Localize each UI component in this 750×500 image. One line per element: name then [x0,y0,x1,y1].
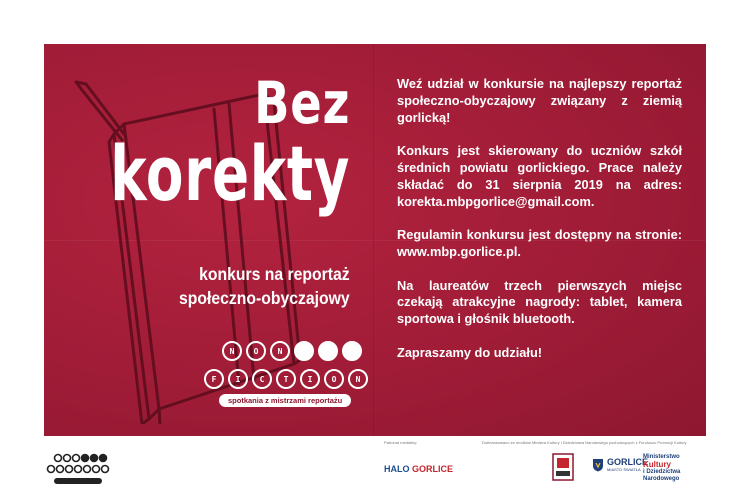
non-fiction-small-logo [44,452,112,486]
logo-key: O [324,369,344,389]
halo-logo-part1: HALO [384,464,410,474]
gorlice-city-logo [592,458,648,472]
paragraph-invitation: Zapraszamy do udziału! [397,344,543,360]
subtitle-line-1: konkurs na reportaż [199,264,350,284]
logo-caption: spotkania z mistrzami reportażu [219,394,351,407]
ministry-line-2: Kultury [643,460,671,469]
logo-key: N [222,341,242,361]
paragraph-intro: Weź udział w konkursie na najlepszy reportaż społeczno-obyczajowy związany z ziemią gorlicką! [397,76,682,125]
logo-key: O [246,341,266,361]
ministry-logo [643,454,680,483]
paragraph-eligibility: Konkurs jest skierowany do uczniów szkół średnich powiatu gorlickiego. Prace należy składać do 31 sierpnia 2019 na adres: korekta.mbpgorlice@gmail.com. [397,143,682,209]
contest-description [397,76,682,378]
gorlice-tagline: MIASTO ŚWIATŁA [607,467,641,472]
logo-key: I [300,369,320,389]
paragraph-prizes: Na laureatów trzech pierwszych miejsc czekają atrakcyjne nagrody: tablet, kamera sportowa i głośnik bluetooth. [397,277,682,327]
logo-key-blank [318,341,338,361]
media-patron-label: Patronat medialny: [384,440,418,445]
logo-key: F [204,369,224,389]
logo-key: I [228,369,248,389]
funding-label: Dofinansowano ze środków Ministra Kultury i Dziedzictwa Narodowego pochodzących z Funduszu Promocji Kultury [482,440,687,445]
gorlice-name: GORLICE [607,457,649,467]
mbp-library-logo [551,452,575,482]
footer-sponsors [0,436,750,500]
title-line-bez: Bez [253,69,350,137]
subtitle-line-2: społeczno-obyczajowy [179,288,350,308]
logo-keys-row-non [222,341,366,361]
logo-keys-row-fiction [204,369,372,389]
logo-key-blank [342,341,362,361]
ministry-line-3: i Dziedzictwa [643,469,681,475]
ministry-line-1: Ministerstwo [643,454,680,460]
logo-key: C [252,369,272,389]
poster [44,44,706,436]
logo-key: T [276,369,296,389]
ministry-line-4: Narodowego [643,476,680,482]
logo-key: N [348,369,368,389]
logo-key-blank [294,341,314,361]
title-line-korekty: korekty [110,129,350,218]
subtitle [179,262,350,310]
gorlice-shield-icon [592,458,604,472]
paragraph-rules: Regulamin konkursu jest dostępny na stronie: www.mbp.gorlice.pl. [397,227,682,259]
halo-gorlice-logo [384,464,453,474]
logo-key: N [270,341,290,361]
halo-logo-part2: GORLICE [412,464,454,474]
